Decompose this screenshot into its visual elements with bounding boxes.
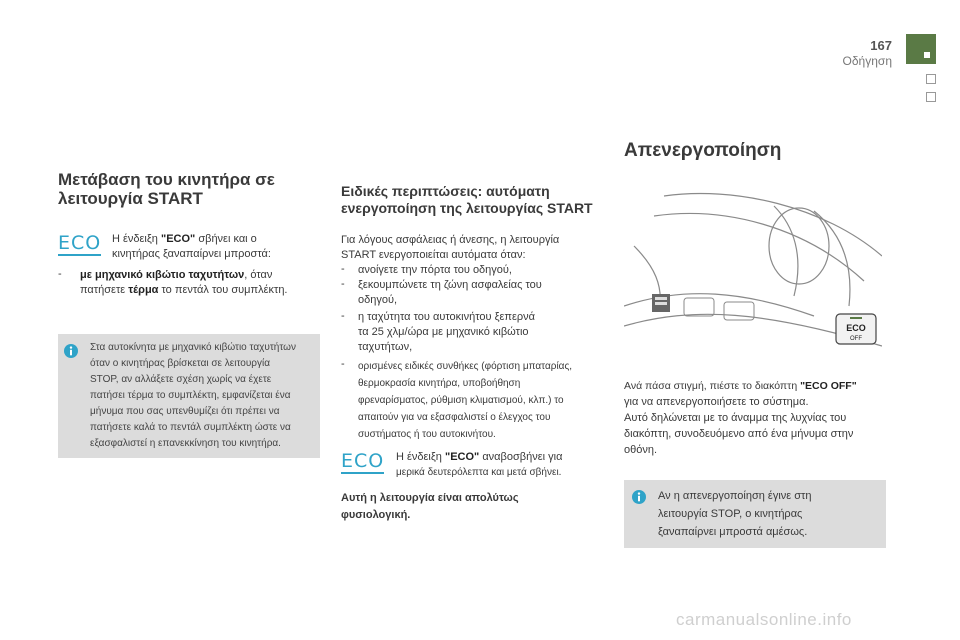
list-dash: - — [341, 358, 345, 370]
button-label-eco: ECO — [846, 323, 866, 333]
list-item: ορισμένες ειδικές συνθήκες (φόρτιση μπαταρίας, θερμοκρασία κινητήρα, υποβοήθηση φρεναρίσματος, ρύθμιση κλιματισμού, κλπ.) το απαιτούν για να εξασφαλιστεί ο έλεγχος του συστήματος ή του αυτοκινήτου. — [358, 361, 573, 440]
eco-off-button-icon — [836, 314, 876, 344]
info-note-text: Αν η απενεργοποίηση έγινε στη λειτουργία STOP, ο κινητήρας ξαναπαίρνει μπροστά αμέσως. — [658, 490, 812, 538]
eco-indicator-icon: ECO — [341, 450, 385, 472]
chapter-title: Οδήγηση — [842, 54, 892, 68]
page-number: 167 — [870, 38, 892, 53]
list-dash: - — [341, 278, 345, 290]
tab-box-icon — [926, 74, 936, 84]
section-heading-start: Μετάβαση του κινητήρα σε λειτουργία START — [58, 170, 275, 208]
tab-box-icon — [926, 92, 936, 102]
list-item: ξεκουμπώνετε τη ζώνη ασφαλείας του οδηγού, — [358, 279, 542, 306]
list-item: η ταχύτητα του αυτοκινήτου ξεπερνά τα 25 χλμ/ώρα με μηχανικό κιβώτιο ταχυτήτων, — [358, 311, 536, 353]
section-heading-auto-start: Ειδικές περιπτώσεις: αυτόματη ενεργοποίηση της λειτουργίας START — [341, 183, 593, 216]
list-dash: - — [341, 263, 345, 275]
info-icon — [64, 344, 78, 358]
info-note-text: Στα αυτοκίνητα με μηχανικό κιβώτιο ταχυτήτων όταν ο κινητήρας βρίσκεται σε λειτουργία STOP, αν αλλάξετε σχέση χωρίς να έχετε πατήσει τέρμα το συμπλέκτη, εμφανίζεται ένα μήνυμα που σας υπενθυμίζει ότι πρέπει να πατήσετε καλά το πεντάλ συμπλέκτη ώστε να εξασφαλιστεί η επανεκκίνηση του κινητήρα. — [90, 342, 296, 449]
normal-operation-note: Αυτή η λειτουργία είναι απολύτως φυσιολογική. — [341, 492, 519, 521]
dashboard-illustration — [624, 186, 882, 362]
info-icon — [632, 490, 646, 504]
eco-flashing-paragraph: Η ένδειξη "ECO" αναβοσβήνει για μερικά δευτερόλεπτα και μετά σβήνει. — [396, 451, 563, 478]
list-item: ανοίγετε την πόρτα του οδηγού, — [358, 264, 512, 276]
eco-indicator-icon: ECO — [58, 232, 102, 254]
manual-gearbox-item: με μηχανικό κιβώτιο ταχυτήτων, όταν πατήσετε τέρμα το πεντάλ του συμπλέκτη. — [80, 269, 288, 296]
info-note — [624, 480, 886, 548]
list-dash: - — [341, 310, 345, 322]
button-label-off: OFF — [850, 336, 862, 342]
tab-marker-icon — [924, 52, 930, 58]
deactivation-paragraph: Ανά πάσα στιγμή, πιέστε το διακόπτη "ECO OFF" για να απενεργοποιήσετε το σύστημα. Αυτό δηλώνεται με το άναμμα της λυχνίας του διακόπτη, συνοδευόμενο από ένα μήνυμα στην οθόνη. — [624, 380, 857, 456]
eco-off-paragraph: Η ένδειξη "ECO" σβήνει και ο κινητήρας ξαναπαίρνει μπροστά: — [112, 233, 271, 260]
info-note — [58, 334, 320, 458]
section-heading-deactivation: Απενεργοποίηση — [624, 140, 782, 161]
watermark: carmanualsonline.info — [676, 610, 852, 629]
chapter-tab — [906, 34, 936, 64]
auto-start-intro: Για λόγους ασφάλειας ή άνεσης, η λειτουργία START ενεργοποιείται αυτόματα όταν: — [341, 234, 560, 261]
list-dash: - — [58, 268, 62, 280]
